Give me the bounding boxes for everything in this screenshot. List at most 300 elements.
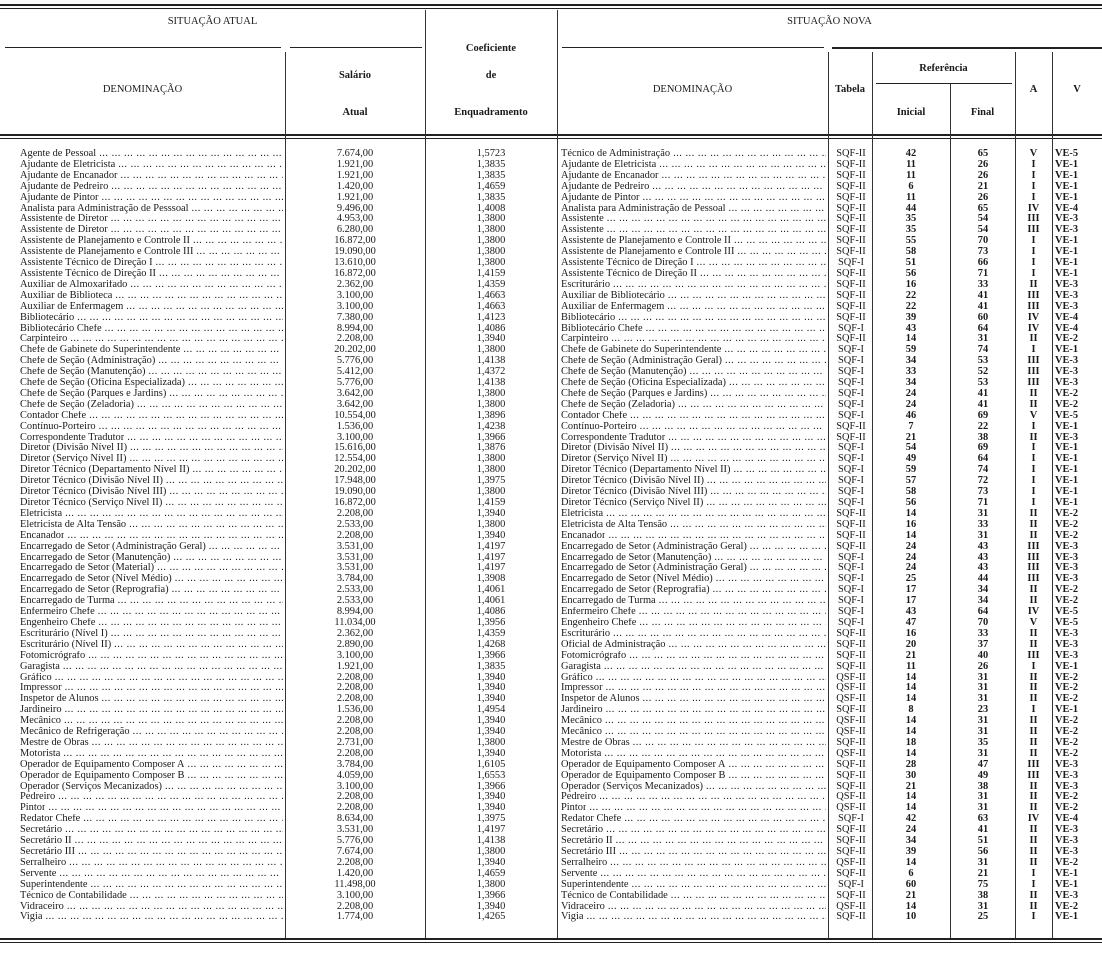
ref-initial: 54: [905, 443, 917, 454]
class-a: IV: [1027, 203, 1040, 214]
new-name: [561, 880, 826, 891]
table-code: SQF-II: [836, 334, 866, 345]
dot-leader: [601, 662, 826, 673]
old-name-text: Operador (Serviços Mecanizados): [20, 781, 162, 792]
old-name-text: Garagista: [20, 661, 60, 672]
new-name-text: Correspondente Tradutor: [561, 432, 666, 443]
table-row: [0, 291, 1102, 302]
referencia-rule: [876, 83, 1012, 84]
new-name-text: Diretor Técnico (Departamento Nível II): [561, 465, 731, 476]
dot-leader: [703, 498, 826, 509]
class-v: VE-3: [1055, 214, 1079, 225]
coefficient: 1,3800: [476, 847, 506, 857]
group-rule-right-name: [562, 47, 824, 48]
inicial-header: Inicial: [896, 107, 926, 118]
dot-leader: [665, 291, 826, 302]
current-salary: 1.420,00: [336, 868, 374, 879]
dot-leader: [665, 640, 826, 651]
table-code: SQF-II: [836, 781, 866, 792]
denominacao-nova-header: DENOMINAÇÃO: [652, 84, 733, 95]
ref-final: 53: [977, 378, 989, 389]
current-salary: 2.208,00: [336, 334, 374, 345]
ref-final: 26: [977, 192, 989, 203]
current-salary: 7.674,00: [336, 149, 374, 159]
new-name: [561, 334, 826, 345]
new-name-text: Assistente Técnico de Direção II: [561, 268, 697, 279]
class-a: I: [1031, 465, 1036, 476]
class-a: II: [1029, 596, 1038, 607]
class-v: VE-3: [1055, 781, 1079, 792]
ref-initial: 14: [905, 694, 917, 705]
new-name: [561, 531, 826, 542]
dot-leader: [596, 792, 826, 803]
new-name: [561, 269, 826, 280]
old-name: [20, 891, 283, 902]
class-v: VE-3: [1055, 890, 1079, 901]
dot-leader: [593, 673, 826, 684]
ref-initial: 34: [905, 356, 917, 367]
table-row: [0, 367, 1102, 378]
class-a: II: [1029, 432, 1038, 443]
table-code: SQF-I: [838, 345, 864, 356]
table-row: [0, 869, 1102, 880]
old-name: [20, 618, 283, 629]
dot-leader: [616, 847, 826, 858]
ref-final: 37: [977, 639, 989, 650]
new-name: [561, 509, 826, 520]
old-name: [20, 814, 283, 825]
table-row: [0, 509, 1102, 520]
class-v: VE-3: [1055, 574, 1079, 585]
class-a: III: [1027, 650, 1040, 661]
dot-leader: [118, 171, 283, 182]
coefficient: 1,3800: [476, 258, 506, 269]
table-code: SQF-I: [838, 617, 864, 628]
class-v: VE-1: [1055, 258, 1079, 269]
table-row: [0, 487, 1102, 498]
table-code: SQF-I: [838, 454, 864, 465]
ref-final: 66: [977, 258, 989, 269]
class-v: VE-1: [1055, 868, 1079, 879]
new-name: [561, 160, 826, 171]
old-name-text: Chefe de Gabinete do Superintendente: [20, 345, 181, 356]
table-row: [0, 182, 1102, 193]
ref-initial: 17: [905, 596, 917, 607]
class-a: III: [1027, 378, 1040, 389]
ref-final: 26: [977, 170, 989, 181]
old-name: [20, 160, 283, 171]
ref-final: 22: [977, 421, 989, 432]
current-salary: 16.872,00: [334, 236, 376, 247]
class-a: II: [1029, 279, 1038, 290]
current-salary: 3.784,00: [336, 574, 374, 585]
new-name-text: Operador (Serviços Mecanizados): [561, 781, 703, 792]
new-name: [561, 400, 826, 411]
current-salary: 1.536,00: [336, 421, 374, 432]
old-name: [20, 749, 283, 760]
new-name: [561, 825, 826, 836]
current-salary: 19.090,00: [334, 487, 376, 498]
coefficient: 1,4138: [476, 378, 506, 389]
new-name-text: Auxiliar de Bibliotecário: [561, 290, 665, 301]
dot-leader: [112, 291, 283, 302]
new-name-text: Engenheiro Chefe: [561, 617, 637, 628]
class-a: I: [1031, 443, 1036, 454]
table-code: SQF-I: [838, 574, 864, 585]
ref-final: 69: [977, 443, 989, 454]
old-name-text: Agente de Pessoal: [20, 149, 97, 159]
current-salary: 16.872,00: [334, 268, 376, 279]
old-name-text: Técnico de Contabilidade: [20, 890, 127, 901]
old-name: [20, 520, 283, 531]
table-code: SQF-II: [836, 159, 866, 170]
ref-final: 43: [977, 552, 989, 563]
table-code: QSF-II: [836, 727, 866, 738]
table-row: [0, 214, 1102, 225]
class-v: VE-3: [1055, 639, 1079, 650]
dot-leader: [615, 313, 826, 324]
ref-final: 65: [977, 203, 989, 214]
old-name-text: Superintendente: [20, 879, 88, 890]
dot-leader: [55, 792, 283, 803]
table-code: SQF-II: [836, 149, 866, 159]
current-salary: 9.496,00: [336, 203, 374, 214]
current-salary: 2.890,00: [336, 639, 374, 650]
new-name-text: Chefe de Gabinete do Superintendente: [561, 345, 722, 356]
table-row: [0, 302, 1102, 313]
class-v: VE-2: [1055, 519, 1079, 530]
dot-leader: [108, 214, 283, 225]
class-a: I: [1031, 170, 1036, 181]
class-v: VE-2: [1055, 585, 1079, 596]
table-row: [0, 749, 1102, 760]
class-a: I: [1031, 421, 1036, 432]
new-name-text: Mestre de Obras: [561, 737, 630, 748]
class-v: VE-3: [1055, 225, 1079, 236]
dot-leader: [626, 651, 826, 662]
new-name-text: Técnico de Administração: [561, 149, 671, 159]
new-name-text: Eletricista de Alta Tensão: [561, 519, 668, 530]
current-salary: 2.208,00: [336, 748, 374, 759]
table-body: [0, 149, 1102, 923]
dot-leader: [710, 585, 826, 596]
class-v: VE-1: [1055, 181, 1079, 192]
table-code: SQF-II: [836, 312, 866, 323]
old-name-text: Operador de Equipamento Composer A: [20, 759, 185, 770]
old-name: [20, 880, 283, 891]
table-code: SQF-II: [836, 825, 866, 836]
coef-header-3: Enquadramento: [454, 107, 528, 118]
old-name: [20, 280, 283, 291]
class-v: VE-2: [1055, 857, 1079, 868]
denominacao-atual-header: DENOMINAÇÃO: [102, 84, 183, 95]
old-name: [20, 302, 283, 313]
new-name-text: Ajudante de Pedreiro: [561, 181, 650, 192]
new-name: [561, 814, 826, 825]
dot-leader: [80, 814, 283, 825]
table-row: [0, 836, 1102, 847]
table-code: QSF-II: [836, 748, 866, 759]
ref-final: 72: [977, 476, 989, 487]
ref-initial: 20: [905, 639, 917, 650]
dot-leader: [607, 858, 826, 869]
coefficient: 1,3908: [476, 574, 506, 585]
new-name-text: Chefe de Seção (Administração Geral): [561, 356, 722, 367]
coefficient: 1,4138: [476, 836, 506, 847]
class-a: III: [1027, 770, 1040, 781]
group-rule-left-name: [5, 47, 281, 48]
class-a: III: [1027, 301, 1040, 312]
ref-initial: 44: [905, 203, 917, 214]
old-name-text: Encarregado de Setor (Manutenção): [20, 552, 171, 563]
dot-leader: [597, 869, 826, 880]
class-a: V: [1029, 410, 1038, 421]
old-name-text: Diretor Técnico (Departamento Nível II): [20, 465, 190, 476]
ref-final: 31: [977, 694, 989, 705]
table-code: SQF-II: [836, 737, 866, 748]
current-salary: 2.208,00: [336, 683, 374, 694]
current-salary: 15.616,00: [334, 443, 376, 454]
old-name-text: Pedreiro: [20, 792, 56, 803]
old-name: [20, 465, 283, 476]
old-name: [20, 454, 283, 465]
current-salary: 20.202,00: [334, 345, 376, 356]
ref-initial: 42: [905, 149, 917, 159]
new-name: [561, 356, 826, 367]
current-salary: 3.531,00: [336, 552, 374, 563]
old-name: [20, 585, 283, 596]
dot-leader: [664, 302, 826, 313]
current-salary: 19.090,00: [334, 247, 376, 258]
class-v: VE-3: [1055, 279, 1079, 290]
table-code: SQF-II: [836, 181, 866, 192]
dot-leader: [64, 531, 283, 542]
table-row: [0, 389, 1102, 400]
ref-initial: 24: [905, 552, 917, 563]
dot-leader: [747, 542, 826, 553]
table-bottom-rule: [0, 938, 1102, 940]
class-v: VE-2: [1055, 388, 1079, 399]
current-salary: 3.100,00: [336, 301, 374, 312]
ref-initial: 21: [905, 650, 917, 661]
current-salary: 1.921,00: [336, 159, 374, 170]
ref-initial: 24: [905, 825, 917, 836]
table-row: [0, 149, 1102, 160]
table-code: SQF-I: [838, 585, 864, 596]
new-name: [561, 640, 826, 651]
class-v: VE-3: [1055, 367, 1079, 378]
table-row: [0, 345, 1102, 356]
dot-leader: [694, 258, 826, 269]
new-name: [561, 563, 826, 574]
dot-leader: [722, 356, 826, 367]
old-name-text: Diretor Técnico (Serviço Nível II): [20, 498, 163, 508]
coefficient: 1,4197: [476, 541, 506, 552]
old-name-text: Assistente Técnico de Direção I: [20, 258, 153, 269]
new-name-text: Encarregado de Setor (Administração Geral): [561, 563, 747, 574]
table-code: SQF-II: [836, 868, 866, 879]
table-row: [0, 520, 1102, 531]
new-name: [561, 792, 826, 803]
coefficient: 1,4008: [476, 203, 506, 214]
referencia-header: Referência: [919, 63, 968, 74]
current-salary: 2.208,00: [336, 508, 374, 519]
dot-leader: [725, 204, 826, 215]
dot-leader: [190, 236, 283, 247]
table-code: QSF-II: [836, 683, 866, 694]
new-name-text: Assistente de Planejamento e Controle II: [561, 236, 731, 247]
new-name: [561, 607, 826, 618]
dot-leader: [668, 891, 826, 902]
coefficient: 1,4061: [476, 596, 506, 607]
ref-initial: 58: [905, 487, 917, 498]
class-a: III: [1027, 225, 1040, 236]
ref-final: 34: [977, 585, 989, 596]
dot-leader: [637, 422, 826, 433]
current-salary: 3.100,00: [336, 890, 374, 901]
situacao-atual-heading: SITUAÇÃO ATUAL: [167, 16, 258, 27]
dot-leader: [115, 596, 283, 607]
dot-leader: [88, 880, 283, 891]
dot-leader: [687, 367, 827, 378]
ref-initial: 6: [908, 868, 914, 879]
current-salary: 2.208,00: [336, 530, 374, 541]
dot-leader: [656, 596, 826, 607]
class-v: VE-1: [1055, 159, 1079, 170]
class-v: VE-1: [1055, 661, 1079, 672]
new-name: [561, 487, 826, 498]
new-name: [561, 694, 826, 705]
table-code: SQF-II: [836, 236, 866, 247]
table-code: QSF-II: [836, 716, 866, 727]
dot-leader: [75, 847, 283, 858]
dot-leader: [668, 443, 826, 454]
class-v: VE-1: [1055, 345, 1079, 356]
table-row: [0, 683, 1102, 694]
old-name-text: Assistente de Diretor: [20, 214, 108, 225]
table-row: [0, 542, 1102, 553]
coef-header-1: Coeficiente: [465, 43, 517, 54]
new-name: [561, 389, 826, 400]
dot-leader: [146, 367, 284, 378]
dot-leader: [126, 454, 283, 465]
ref-initial: 10: [905, 912, 917, 923]
dot-leader: [95, 618, 283, 629]
ref-final: 38: [977, 432, 989, 443]
dot-leader: [603, 705, 826, 716]
table-code: SQF-II: [836, 890, 866, 901]
coefficient: 1,3800: [476, 519, 506, 530]
dot-leader: [163, 476, 283, 487]
current-salary: 12.554,00: [334, 454, 376, 465]
ref-initial: 14: [905, 716, 917, 727]
class-v: VE-4: [1055, 312, 1079, 323]
ref-initial: 22: [905, 290, 917, 301]
class-v: VE-2: [1055, 748, 1079, 759]
table-row: [0, 236, 1102, 247]
old-name: [20, 782, 283, 793]
old-name: [20, 738, 283, 749]
class-v: VE-2: [1055, 737, 1079, 748]
ref-initial: 21: [905, 890, 917, 901]
table-row: [0, 771, 1102, 782]
new-name-text: Diretor Técnico (Divisão Nível II): [561, 476, 704, 487]
coefficient: 1,3956: [476, 617, 506, 628]
table-row: [0, 880, 1102, 891]
ref-final: 31: [977, 683, 989, 694]
class-v: VE-3: [1055, 541, 1079, 552]
class-v: VE-2: [1055, 727, 1079, 738]
group-rule-right-cols: [832, 47, 1102, 49]
table-code: SQF-I: [838, 498, 864, 508]
current-salary: 7.674,00: [336, 847, 374, 857]
new-name: [561, 345, 826, 356]
new-name-text: Superintendente: [561, 879, 629, 890]
old-name-text: Auxiliar de Biblioteca: [20, 290, 113, 301]
class-a: II: [1029, 803, 1038, 814]
class-a: III: [1027, 541, 1040, 552]
table-code: SQF-II: [836, 421, 866, 432]
dot-leader: [605, 531, 826, 542]
dot-leader: [667, 454, 826, 465]
old-name-text: Encarregado de Setor (Nível Médio): [20, 574, 172, 585]
ref-final: 33: [977, 519, 989, 530]
table-row: [0, 204, 1102, 215]
class-v: VE-5: [1055, 617, 1079, 628]
current-salary: 2.731,00: [336, 737, 374, 748]
current-salary: 1.420,00: [336, 181, 374, 192]
old-name: [20, 182, 283, 193]
class-a: II: [1029, 388, 1038, 399]
coefficient: 1,3940: [476, 803, 506, 814]
table-code: SQF-I: [838, 410, 864, 421]
class-a: II: [1029, 836, 1038, 847]
old-name: [20, 858, 283, 869]
table-row: [0, 694, 1102, 705]
table-row: [0, 422, 1102, 433]
coefficient: 1,4086: [476, 323, 506, 334]
table-code: SQF-II: [836, 661, 866, 672]
new-name-text: Jardineiro: [561, 705, 603, 716]
dot-leader: [613, 836, 826, 847]
table-code: SQF-I: [838, 356, 864, 367]
dot-leader: [86, 411, 283, 422]
table-row: [0, 465, 1102, 476]
old-name-text: Auxiliar de Almoxarifado: [20, 279, 128, 290]
class-a: III: [1027, 367, 1040, 378]
table-row: [0, 803, 1102, 814]
old-name-text: Chefe de Seção (Parques e Jardins): [20, 388, 167, 399]
ref-initial: 14: [905, 672, 917, 683]
table-row: [0, 574, 1102, 585]
new-name: [561, 673, 826, 684]
class-v: VE-3: [1055, 301, 1079, 312]
ref-initial: 35: [905, 214, 917, 225]
table-code: QSF-II: [836, 792, 866, 803]
ref-final: 54: [977, 214, 989, 225]
coefficient: 1,3800: [476, 465, 506, 476]
class-a: IV: [1027, 607, 1040, 618]
dot-leader: [127, 280, 283, 291]
old-name-text: Encanador: [20, 530, 65, 541]
new-name-text: Secretário III: [561, 847, 617, 857]
new-name-text: Operador de Equipamento Composer B: [561, 770, 726, 781]
dot-leader: [166, 487, 283, 498]
new-name-text: Mecânico: [561, 716, 602, 727]
table-code: SQF-I: [838, 879, 864, 890]
ref-final: 31: [977, 901, 989, 912]
ref-final: 71: [977, 498, 989, 508]
